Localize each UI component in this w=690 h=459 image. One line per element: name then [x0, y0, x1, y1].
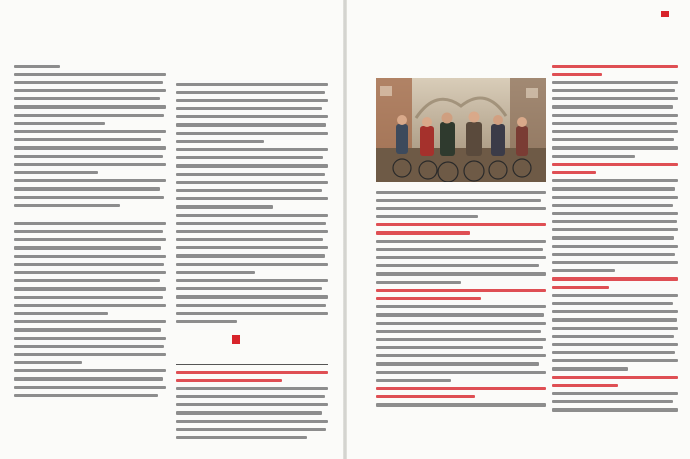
running-header	[661, 10, 672, 18]
left-column-1	[14, 62, 166, 400]
left-column-2-bottom	[176, 368, 328, 442]
cyclists-photo	[376, 78, 546, 182]
section-title-rule	[176, 364, 328, 365]
header-color-tag	[661, 11, 669, 17]
right-column-2	[552, 62, 678, 414]
left-column-2	[176, 80, 328, 326]
section-badge	[232, 335, 240, 344]
right-column-1	[376, 188, 546, 409]
left-subhead	[14, 209, 166, 219]
page-gutter	[343, 0, 347, 459]
